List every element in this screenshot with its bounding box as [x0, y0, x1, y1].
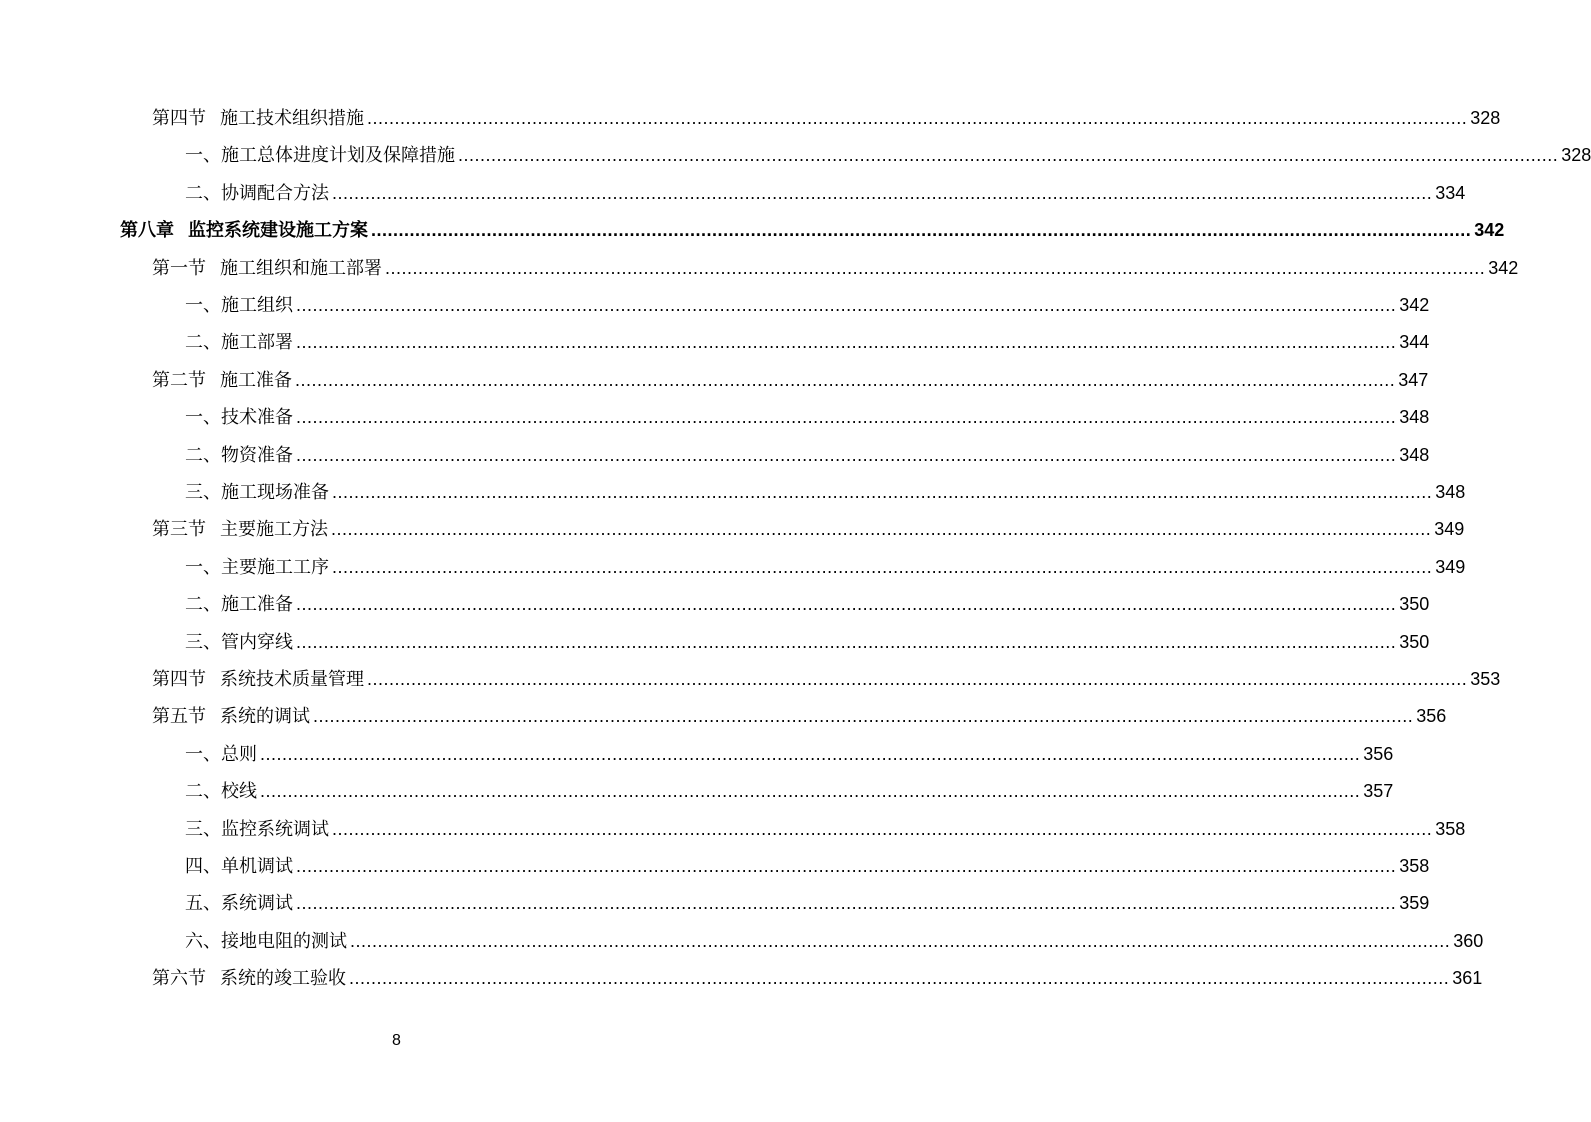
toc-entry[interactable] — [185, 851, 1430, 881]
toc-entry[interactable] — [185, 888, 1430, 918]
toc-entry-prefix: 二、 — [185, 594, 221, 616]
toc-entry-prefix: 第四节 — [152, 669, 206, 690]
toc-dot-leader: ........................................................................................................................................................................................................ — [367, 669, 1468, 689]
toc-entry-label — [185, 179, 329, 209]
toc-dot-leader: ........................................................................................................................................................................................................ — [296, 407, 1397, 428]
toc-entry-label — [152, 702, 310, 732]
toc-entry-label — [185, 478, 329, 508]
toc-entry[interactable] — [152, 664, 1501, 694]
toc-entry-prefix: 三、 — [185, 818, 221, 840]
toc-entry-label — [152, 254, 382, 284]
toc-entry[interactable] — [185, 776, 1394, 806]
toc-entry-title: 系统的竣工验收 — [220, 968, 346, 990]
toc-dot-leader: ........................................................................................................................................................................................................ — [296, 893, 1397, 914]
toc-entry-title: 校线 — [221, 781, 257, 803]
toc-dot-leader: ........................................................................................................................................................................................................ — [296, 444, 1397, 465]
toc-dot-leader: ........................................................................................................................................................................................................ — [332, 556, 1433, 577]
toc-entry-title: 施工技术组织措施 — [220, 108, 364, 129]
toc-entry-prefix: 一、 — [185, 145, 221, 167]
toc-dot-leader: ........................................................................................................................................................................................................ — [371, 220, 1472, 241]
toc-dot-leader: ........................................................................................................................................................................................................ — [332, 818, 1433, 839]
toc-dot-leader: ........................................................................................................................................................................................................ — [260, 781, 1361, 802]
toc-entry-prefix: 一、 — [185, 556, 221, 578]
toc-entry-title: 施工准备 — [220, 369, 292, 391]
toc-entry-prefix: 一、 — [185, 407, 221, 429]
toc-entry-title: 系统调试 — [221, 893, 293, 915]
toc-entry-title: 施工组织 — [221, 295, 293, 316]
toc-entry-label — [152, 366, 292, 396]
toc-entry-page: 348 — [1435, 482, 1466, 502]
toc-entry-prefix: 第三节 — [152, 519, 206, 541]
toc-entry-title: 施工组织和施工部署 — [220, 257, 382, 279]
toc-entry-page: 353 — [1470, 669, 1501, 689]
toc-dot-leader: ........................................................................................................................................................................................................ — [349, 968, 1450, 989]
toc-entry-label — [185, 441, 293, 471]
toc-entry-prefix: 二、 — [185, 781, 221, 803]
toc-entry-prefix: 第六节 — [152, 968, 206, 990]
toc-entry-prefix: 五、 — [185, 893, 221, 915]
toc-entry-label — [185, 141, 455, 171]
toc-dot-leader: ........................................................................................................................................................................................................ — [296, 332, 1397, 353]
toc-entry-title: 施工准备 — [221, 594, 293, 616]
toc-entry-title: 系统技术质量管理 — [220, 669, 364, 690]
toc-entry-page: 350 — [1399, 594, 1430, 615]
toc-entry-page: 361 — [1452, 968, 1483, 989]
toc-dot-leader: ........................................................................................................................................................................................................ — [296, 856, 1397, 876]
toc-dot-leader: ........................................................................................................................................................................................................ — [332, 482, 1433, 502]
toc-entry-page: 350 — [1399, 631, 1430, 652]
toc-entry-prefix: 一、 — [185, 743, 221, 765]
toc-entry[interactable] — [185, 440, 1430, 470]
toc-entry-label — [185, 291, 293, 321]
toc-entry-title: 监控系统调试 — [221, 818, 329, 840]
toc-dot-leader: ........................................................................................................................................................................................................ — [332, 182, 1433, 203]
toc-dot-leader: ........................................................................................................................................................................................................ — [313, 706, 1414, 727]
toc-entry-prefix: 二、 — [185, 332, 221, 354]
toc-entry-page: 356 — [1416, 706, 1447, 727]
toc-entry-label — [185, 328, 293, 358]
toc-dot-leader: ........................................................................................................................................................................................................ — [385, 257, 1486, 278]
toc-entry[interactable] — [120, 215, 1505, 245]
toc-entry-page: 358 — [1399, 856, 1430, 876]
toc-entry-page: 344 — [1399, 332, 1430, 353]
toc-entry[interactable] — [185, 140, 1591, 170]
toc-entry-page: 347 — [1398, 369, 1429, 390]
toc-entry-title: 系统的调试 — [220, 706, 310, 728]
toc-entry[interactable] — [185, 327, 1430, 357]
toc-entry[interactable] — [152, 103, 1501, 133]
toc-entry-label — [185, 927, 347, 957]
toc-entry-page: 356 — [1363, 743, 1394, 764]
toc-entry-page: 348 — [1399, 444, 1430, 465]
toc-dot-leader: ........................................................................................................................................................................................................ — [296, 594, 1397, 615]
toc-entry-prefix: 二、 — [185, 444, 221, 466]
toc-entry-label — [185, 777, 257, 807]
toc-entry[interactable] — [152, 701, 1447, 731]
toc-entry-title: 技术准备 — [221, 407, 293, 429]
toc-entry-label — [120, 216, 368, 246]
toc-entry[interactable] — [185, 814, 1466, 844]
toc-entry-prefix: 六、 — [185, 930, 221, 952]
toc-dot-leader: ........................................................................................................................................................................................................ — [331, 519, 1432, 540]
toc-entry-label — [152, 104, 364, 134]
toc-entry-title: 接地电阻的测试 — [221, 930, 347, 952]
toc-entry-prefix: 第二节 — [152, 369, 206, 391]
toc-entry-title: 施工部署 — [221, 332, 293, 354]
toc-entry-page: 334 — [1435, 182, 1466, 203]
toc-entry-label — [152, 515, 328, 545]
toc-entry[interactable] — [185, 552, 1466, 582]
toc-entry-prefix: 三、 — [185, 631, 221, 653]
toc-entry-title: 施工总体进度计划及保障措施 — [221, 145, 455, 167]
toc-entry-title: 管内穿线 — [221, 631, 293, 653]
toc-entry-label — [185, 553, 329, 583]
toc-entry-title: 监控系统建设施工方案 — [188, 220, 368, 242]
toc-entry-label — [185, 628, 293, 658]
toc-entry[interactable] — [152, 253, 1519, 283]
toc-entry-prefix: 二、 — [185, 182, 221, 204]
toc-entry[interactable] — [152, 365, 1429, 395]
toc-entry-prefix: 第四节 — [152, 108, 206, 129]
toc-entry-prefix: 第五节 — [152, 706, 206, 728]
page-number: 8 — [392, 1032, 401, 1049]
toc-entry-label — [185, 852, 293, 882]
toc-entry[interactable] — [185, 926, 1484, 956]
toc-entry[interactable] — [152, 514, 1465, 544]
toc-entry-prefix: 四、 — [185, 856, 221, 877]
toc-entry-page: 328 — [1470, 108, 1501, 128]
toc-entry[interactable] — [185, 739, 1394, 769]
toc-entry-page: 328 — [1561, 145, 1591, 166]
toc-dot-leader: ........................................................................................................................................................................................................ — [367, 108, 1468, 128]
toc-entry-title: 物资准备 — [221, 444, 293, 466]
toc-entry-prefix: 第一节 — [152, 257, 206, 279]
toc-entry[interactable] — [185, 178, 1466, 208]
toc-dot-leader: ........................................................................................................................................................................................................ — [350, 930, 1451, 951]
toc-entry-title: 协调配合方法 — [221, 182, 329, 204]
toc-entry-page: 349 — [1435, 556, 1466, 577]
toc-entry-title: 主要施工工序 — [221, 556, 329, 578]
toc-entry-page: 348 — [1399, 407, 1430, 428]
toc-entry-page: 342 — [1488, 257, 1519, 278]
toc-dot-leader: ........................................................................................................................................................................................................ — [296, 631, 1397, 652]
toc-entry-prefix: 三、 — [185, 482, 221, 503]
toc-dot-leader: ........................................................................................................................................................................................................ — [296, 295, 1397, 315]
toc-entry-label — [185, 889, 293, 919]
toc-entry[interactable] — [185, 627, 1430, 657]
toc-entry-prefix: 第八章 — [120, 220, 174, 242]
toc-entry-label — [152, 665, 364, 695]
toc-entry-page: 342 — [1474, 220, 1505, 241]
toc-dot-leader: ........................................................................................................................................................................................................ — [260, 743, 1361, 764]
toc-entry[interactable] — [185, 477, 1466, 507]
toc-dot-leader: ........................................................................................................................................................................................................ — [458, 145, 1559, 166]
toc-entry-label — [185, 740, 257, 770]
toc-entry[interactable] — [185, 290, 1430, 320]
toc-entry-title: 主要施工方法 — [220, 519, 328, 541]
toc-entry-page: 349 — [1434, 519, 1465, 540]
toc-entry-label — [185, 590, 293, 620]
toc-entry-prefix: 一、 — [185, 295, 221, 316]
toc-entry-title: 施工现场准备 — [221, 482, 329, 503]
toc-entry-page: 358 — [1435, 818, 1466, 839]
toc-entry[interactable] — [152, 963, 1483, 993]
toc-entry-page: 359 — [1399, 893, 1430, 914]
toc-entry-page: 360 — [1453, 930, 1484, 951]
toc-entry[interactable] — [185, 589, 1430, 619]
toc-entry-page: 357 — [1363, 781, 1394, 802]
toc-entry-label — [185, 403, 293, 433]
toc-entry-label — [185, 815, 329, 845]
toc-entry-title: 单机调试 — [221, 856, 293, 877]
toc-entry-label — [152, 964, 346, 994]
toc-dot-leader: ........................................................................................................................................................................................................ — [295, 369, 1396, 390]
toc-entry-page: 342 — [1399, 295, 1430, 315]
toc-entry[interactable] — [185, 402, 1430, 432]
toc-entry-title: 总则 — [221, 743, 257, 765]
